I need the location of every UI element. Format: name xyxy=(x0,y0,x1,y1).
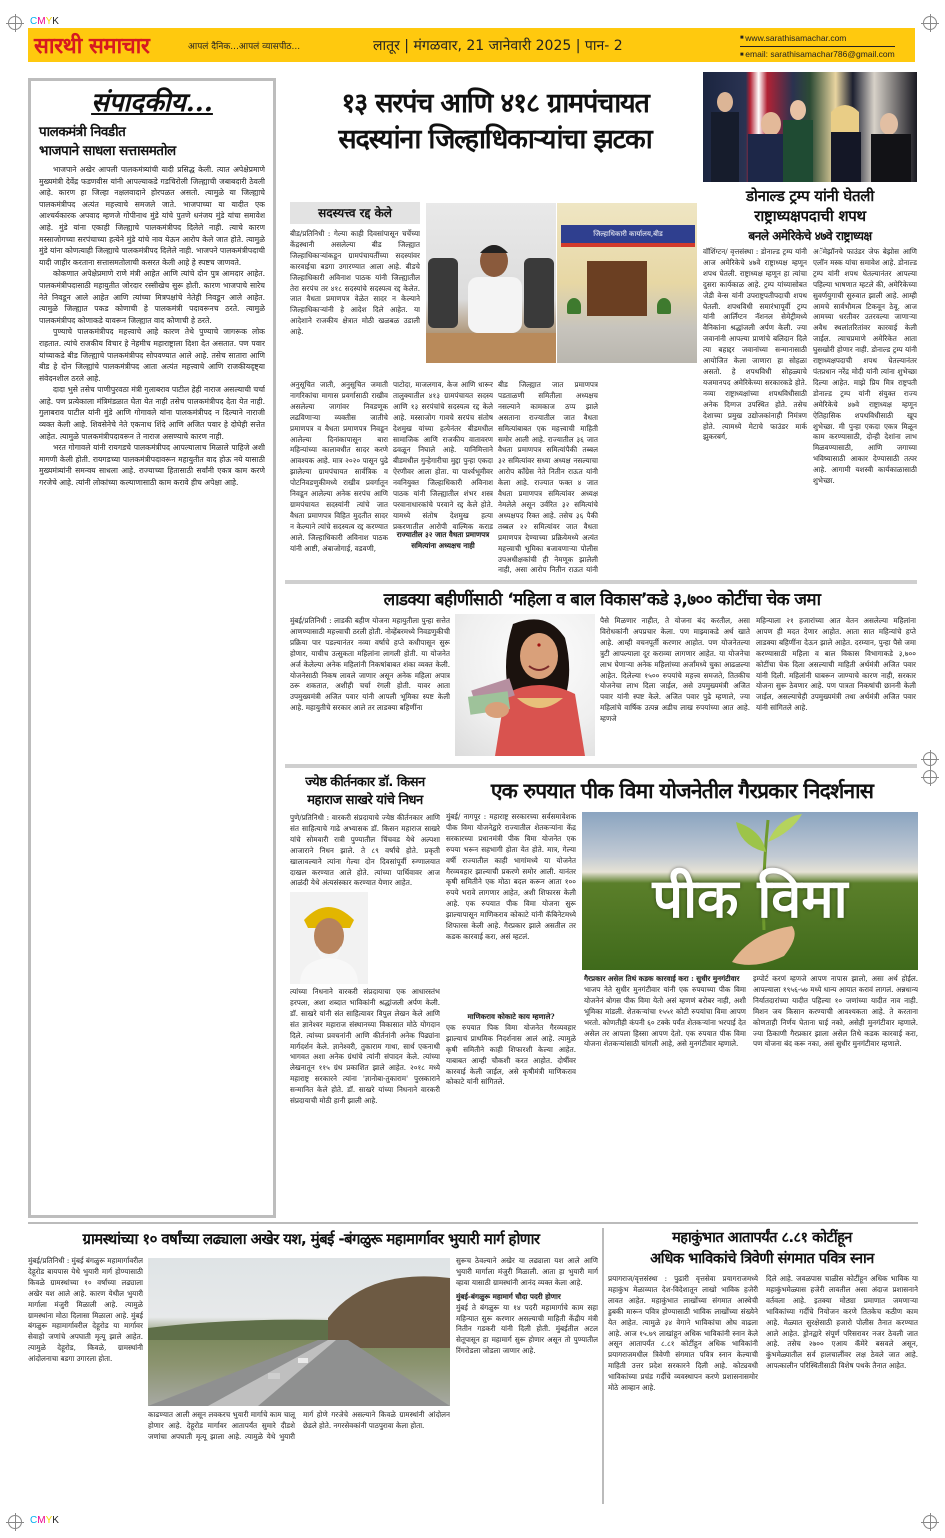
lead-headline: १३ सरपंच आणि ४१८ ग्रामपंचायत सदस्यांना जिल्हाधिकाऱ्यांचा झटका xyxy=(338,88,652,155)
crop-insurance-subhead: माणिकराव कोकाटे काय म्हणाले? xyxy=(467,1012,555,1021)
woman-illustration xyxy=(455,614,595,756)
registration-mark-icon xyxy=(923,16,937,30)
kumbh-headline: महाकुंभात आतापर्यंत ८.८१ कोटींहून अधिक भाविकांचे त्रिवेणी संगमात पवित्र स्नान xyxy=(650,1230,874,1267)
collector-office-photo xyxy=(557,203,697,363)
kumbh-column-1: प्रयागराज/वृत्तसंस्था : पुढारी वृत्तसेवा प्रयागराजमध्ये महाकुंभ मेळाव्यात देश-विदेशातून लाखो भाविक हजेरी लावत आहेत. महाकुंभात लाखोंच्या संगमात आस्थेची डुबकी मारून पवित्र होण्यासाठी भाविक लाखोंच्या संख्येने येत आहेत. त्यामुळे ३४ वेगाने भाविकांचा ओघ वाढला आहे. आज १५.७९ लाखांहून अधिक भाविकांनी स्नान केले असून आतापर्यंत ८.८१ कोटींहून अधिक भाविकांनी प्रयागराजमधील त्रिवेणी संगमात पवित्र स्नान केल्याची माहिती उत्तर प्रदेश सरकारने दिली आहे. कोट्यवधी भाविकांच्या प्रचंड गर्दीचे व्यवस्थापन करणे प्रशासनासमोर मोठे आव्हान आहे. xyxy=(608,1274,758,1393)
trump-column-1: वॉशिंग्टन/ वृत्तसंस्था : डोनाल्ड ट्रम्प यांनी आज अमेरिकेचे ४७वे राष्ट्राध्यक्ष म्हणून शपथ घेतली. राष्ट्राध्यक्ष म्हणून हा त्यांचा दुसरा कार्यकाळ आहे. ट्रम्प यांच्यासोबत जेडी वेन्स यांनी उपराष्ट्रपतीपदाची शपथ घेतली. शपथविधी समारंभापूर्वी ट्रम्प यांनी आर्लिंग्टन नॅशनल सेमेट्रीमध्ये वैनिकांना श्रद्धांजली अर्पण केली. ज्या जवानांनी आपल्या प्राणांचे बलिदान दिले त्या बहाद्दर जवानांच्या सन्मानासाठी आयोजित केला जाणारा हा सोहळा असतो. हे शपथविधी सोहळ्याचे यजमानपद अमेरिकेच्या सरकारकडे होते. नव्या राष्ट्राध्यक्षांच्या शपथविधीसाठी अनेक दिग्गज उपस्थित होते. तसेच देशाच्या प्रमुख उद्योजकांनाही निमंत्रण होते. त्यामध्ये मेटाचे फाउंडर मार्क झुकरबर्ग, xyxy=(703,247,807,442)
woman-with-cash-photo xyxy=(455,614,595,756)
crop-insurance-column-2: भाजप नेते सुधीर मुनगंटीवार यांनी एक रुपयाच्या पीक विमा योजनेनं बोगस पीक विमा येतो असं म्हणणं बरोबर नाही, अशी भूमिका मांडली. शेतकऱ्यांचा १५५१ कोटी रुपयांचा विमा आपण भरतो. कोणतीही कंपनी ६० टक्के पर्यंत शेतकऱ्यांना भरपाई देत असेल तर आपला हिस्सा आपण देतो. एक रुपयात पीक विमा योजना शेतकऱ्यांसाठी चांगली आहे, असे मुनगंटीवार म्हणाले. xyxy=(584,984,746,1049)
crop-insurance-middle-column xyxy=(584,974,746,1218)
crop-insurance-column-1b: एक रुपयात पिक विमा योजनेत गैरव्यवहार झाल्याचं प्राथमिक निदर्शनास आलं आहे. त्यामुळे कृषी समितीने काही शिफारशी केल्या आहेत. याबाबत आम्ही चौकशी करत आहोत. दोषींवर कारवाई केली जाईल, असे कृषीमंत्री माणिकराव कोकाटे यांनी सांगितले. xyxy=(446,1022,576,1087)
column-divider xyxy=(602,1228,604,1504)
crop-insurance-column-1: मुंबई/ नागपूर : महाराष्ट्र सरकारच्या सर्वसमावेशक पीक विमा योजनेद्वारे राज्यातील शेतकऱ्यांना केंद्र सरकारच्या प्रधानमंत्री पीक विमा योजनेत एक रुपया भरून सहभागी होता येत होते. मात्र, गेल्या वर्षी राज्यातील काही भागांमध्ये या योजनेत गैरव्यवहार झाल्याची प्रकरणे समोर आली. यानंतर कृषी समितीने एक मोठा बदल करून आता १०० रुपये भरावे लागणार आहेत, अशी शिफारस केली आहे. एक रुपयात पीक विमा योजना सुरू झाल्यापासून माणिकराव कोकाटे यांनी कॅबिनेटमध्ये शिफारस केली आहे. गैरप्रकार झाले असतील तर कडक कारवाई करा, असं म्हटलं. xyxy=(446,812,576,941)
collector-illustration xyxy=(426,203,556,363)
registration-mark-icon xyxy=(8,1515,22,1529)
lead-column-1: बीड/प्रतिनिधी : गेल्या काही दिवसांपासून चर्चेच्या केंद्रस्थानी असलेल्या बीड जिल्ह्यात जिल्हाधिकाऱ्यांकडून ग्रामपंचायतींच्या सदस्यांवर कारवाईचा बडगा उगारण्यात आला आहे. बीडचे जिल्हाधिकारी अविनाश पाठक यांनी जिल्ह्यातील तेरा सरपंच तर ४१८ सदस्यांचे सदस्यत्व रद्द केलेत. जात वैधता प्रमाणपत्र वेळेत सादर न केल्याने जिल्हाधिकाऱ्यांनी हे आदेश दिले आहेत. या आदेशाने राजकीय क्षेत्रात मोठी खळबळ उडाली आहे. xyxy=(290,229,420,337)
office-signboard: जिल्हाधिकारी कार्यालय,बीड xyxy=(561,225,695,243)
section-divider xyxy=(285,764,917,768)
highway-column-1: मुंबई/प्रतिनिधी : मुंबई बंगळुरू महामार्गावरील देहूरोड बायपास येथे भुयारी मार्ग होण्यासाठी किवळे ग्रामस्थांच्या १० वर्षांच्या लढ्याला अखेर यश आले आहे. कारण येथील भुयारी मार्गाला मंजुरी मिळाली आहे. त्यामुळे ग्रामस्थांना मोठा दिलासा मिळाला आहे. मुंबई बंगळुरू महामार्गावरील देहूरोड या मार्गावर सेवाहो जणांचे अपघाती मृत्यू झाले आहेत. त्यामुळे देहूरोड, किवळे, ग्रामस्थांनी आंदोलनाचा बडगा उगारला होता. xyxy=(28,1256,143,1364)
crop-insurance-caption-head: गैरप्रकार असेल तिथं कडक कारवाई करा : सुधीर मुनगंटीवार xyxy=(584,974,740,983)
lead-column-3: पाटोदा, माजलगाव, केज आणि धारूर तालुक्यातील ४१३ ग्रामपंचायत सदस्य आणि १३ सरपंचांचे सदस्यत्व रद्द केले आहे. मस्साजोग गावचे सरपंच संतोष देशमुख यांच्या हत्येनंतर बीडमधील सामाजिक आणि राजकीय वातावरण ढवळून निघाले आहे. यानिमित्ताने बीडमधील गुन्हेगारीचा मुद्दा पुन्हा एकदा ऐरणीवर आला होता. या पार्श्वभूमीवर नवनियुक्त जिल्हाधिकारी अविनाश पाठक यांनी जिल्ह्यातील शंभर शस्त्र परवानाधारकांचे परवाने रद्द केले होते. यामध्ये संतोष देशमुख हत्या प्रकरणातील आरोपी वाल्मिक कराड xyxy=(393,380,493,530)
trump-story xyxy=(703,186,917,574)
ladki-bahin-column-1: मुंबई/प्रतिनिधी : लाडकी बहीण योजना महायुतीला पुन्हा सत्तेत आणण्यासाठी महत्त्वाची ठरली होती. नोव्हेंबरमध्ये निवडणुकीची प्रक्रिया पार पडल्यानंतर नव्या वर्षाचे हप्ते कधीपासून सुरू होणार, याचीच उत्सुकता महिलांना लागली होती. या योजनेत अर्ज केलेल्या अनेक महिलांनी निकषांबाबत शंका व्यक्त केली. योजनेसाठी निकष लावले जाणार असून अनेक महिला अपात्र ठरू शकतात, अशीही चर्चा रंगली होती. यावर आता उपमुख्यमंत्री अजित पवार यांनी आपली भूमिका स्पष्ट केली आहे. महायुतीचे सरकार आले तर लाडक्या बहिणींना xyxy=(290,616,450,713)
highway-headline: ग्रामस्थांच्या १० वर्षांच्या लढ्याला अखेर यश, मुंबई -बंगळुरू महामार्गावर भुयारी मार्ग होणार xyxy=(82,1230,540,1248)
editorial-headline: पालकमंत्री निवडीत भाजपाने साधला सत्तासमतोल xyxy=(39,124,176,159)
editorial-box xyxy=(28,78,276,1218)
lead-column-4b xyxy=(603,380,693,576)
website-link[interactable]: ■ www.sarathisamachar.com xyxy=(740,32,895,47)
ladki-bahin-headline: लाडक्या बहीणींसाठी ‘महिला व बाल विकास’कडे ३,७०० कोटींचा चेक जमा xyxy=(383,590,821,610)
ladki-bahin-column-2: पैसे मिळणार नाहीत, ते योजना बंद करतील, असा विरोधकांनी अपप्रचार केला. पण माझ्याकडे अर्थ खाते आहे. आम्ही वचनपूर्ती करणार आहोत. पण योजनेतल्या त्रुटी आपल्याला दूर कराव्या लागणार आहेत. या योजनेचा लाभ घेणाऱ्या अनेक महिलांच्या अर्जांमध्ये चुका आढळल्या आहेत. दिलेल्या १५०० रुपयांचे महत्त्व समजते, तितकीच योजनेचा लाभ दिला जाईल, असे उपमुख्यमंत्री अजित पवार यांनी स्पष्ट केले. अजित पवार पुढे म्हणाले, ज्या महिलांचे वार्षिक उत्पन्न अडीच लाख रुपयांच्या आत आहे. म्हणजे xyxy=(600,616,750,724)
section-divider xyxy=(28,1222,918,1224)
lead-column-2: अनुसूचित जाती, अनुसूचित जमाती नागरिकांचा मागास प्रवर्गासाठी राखीव असलेल्या जागांवर निवडणूक लढविणाऱ्या व्यक्तीस जातीचे प्रमाणपत्र व वैधता प्रमाणपत्र निवडून आलेल्या दिनांकापासून बारा महिन्यांच्या कालावधीत सादर करणे आवश्यक आहे. मात्र २०२० पासून पुढे झालेल्या ग्रामपंचायत सार्वत्रिक व पोटनिवडणुकीमध्ये राखीव प्रवर्गातून निवडून आलेल्या अनेक सरपंच आणि ग्रामपंचायत सदस्यांनी त्यांचे जात वैधता प्रमाणपत्र विहित मुदतीत सादर न केल्याने त्यांचे सदस्यत्व रद्द करण्यात आले. जिल्हाधिकारी अविनाश पाठक यांनी आष्टी, अंबाजोगाई, वडवणी, xyxy=(290,380,388,553)
editorial-section-title: संपादकीय... xyxy=(91,88,213,118)
highway-column-3: सुरूच ठेवल्याने अखेर या लढ्याला यश आले आणि भुयारी मार्गाला मंजुरी मिळाली. आता हा भुयारी मार्ग व्हावा यासाठी ग्रामस्थांनी आनंद व्यक्त केला आहे. xyxy=(456,1256,598,1287)
highway-illustration xyxy=(148,1258,450,1406)
lead-column-3-subhead: राज्यातील ३२ जात वैधता प्रमाणपत्र समित्यांना अध्यक्षच नाही xyxy=(396,530,490,550)
ladki-bahin-column-3: महिन्याला २१ हजारांच्या आत वेतन असलेल्या महिलांना आपण ही मदत देणार आहोत. आता सात महिन्यांचे हप्ते लाडक्या बहिणींना देऊन झाले आहेत. दरम्यान, पुन्हा पैसे जमा करण्यासाठी महिला व बाल विकास विभागाकडे ३,७०० कोटींचा चेक दिला असल्याची माहिती अर्थमंत्री अजित पवार यांनी दिली. महिलांनी घाबरून जाण्याचे कारण नाही, सरकार योजना सुरू ठेवणार आहे. पण पात्रता निकषांची छाननी केली जाईल, असल्याचेही उपमुख्यमंत्री तथा अर्थमंत्री अजित पवार यांनी सांगितले आहे. xyxy=(756,616,916,713)
section-divider xyxy=(285,580,917,584)
highway-subhead: मुंबई-बंगळुरू महामार्ग चौदा पदरी होणार xyxy=(456,1291,561,1301)
collector-meeting-photo xyxy=(426,203,556,363)
kumbh-column-2: दिले आहे. जवळपास चाळीस कोटींहून अधिक भाविक या महाकुंभमेळ्यास हजेरी लावतील असा अंदाज प्रशासनाने वर्तवला आहे. इतक्या मोठ्या प्रमाणात जमणाऱ्या भाविकांच्या गर्दीचे नियोजन करणे तितकेच कठीण काम आहे. मेळ्यात सुरक्षेसाठी हजारो पोलीस तैनात करण्यात आले आहेत. ड्रोनद्वारे संपूर्ण परिसरावर नजर ठेवली जात आहे. तसेच २७०० एआय कॅमेरे बसवले असून, कुंभमेळ्यातील सर्व हालचालींवर लक्ष ठेवले जात आहे. आपत्कालीन परिस्थितीसाठी विशेष पथके तैनात आहेत. xyxy=(766,1274,918,1371)
crop-field-photo xyxy=(582,812,918,970)
kirtankar-column-2: त्यांच्या निधनाने वारकरी संप्रदायाचा एक आधारस्तंभ हरपला, अशा शब्दात भाविकांनी श्रद्धांजली अर्पण केली. डॉ. साखरे यांनी संत साहित्यावर विपुल लेखन केले आणि संत ज्ञानेश्वर महाराज संस्थानच्या विकासात मोठे योगदान दिले. त्यांच्या प्रवचनांनी आणि कीर्तनांनी अनेक पिढ्यांना मार्गदर्शन केले. ज्ञानेश्वरी, तुकाराम गाथा, सार्थ एकनाथी भागवत अशा अनेक ग्रंथांचे त्यांनी संपादन केले. त्यांच्या लेखनातून ११५ ग्रंथ प्रकाशित झाले आहेत. २०१८ मध्ये महाराष्ट्र सरकारने त्यांना 'ज्ञानोबा-तुकाराम' पुरस्काराने सन्मानित केले होते. डॉ. साखरे यांच्या निधनाने वारकरी संप्रदायाची मोठी हानी झाली आहे. xyxy=(290,987,440,1106)
tagline: आपलं दैनिक...आपलं व्यासपीठ... xyxy=(188,42,301,52)
lead-left-block xyxy=(290,162,420,378)
masthead xyxy=(28,28,915,62)
trump-headline: डोनाल्ड ट्रम्प यांनी घेतली राष्ट्राध्यक्षपदाची शपथ xyxy=(746,187,874,225)
trump-oath-photo xyxy=(703,72,917,182)
contact-links xyxy=(740,32,895,62)
crop-insurance-headline: एक रुपयात पीक विमा योजनेतील गैरप्रकार निदर्शनास xyxy=(490,779,874,803)
registration-mark-icon xyxy=(923,1515,937,1529)
photo-overlay-text: पीक विमा xyxy=(652,867,848,930)
cmyk-label: CMYK xyxy=(30,1515,59,1526)
newspaper-logo: सारथी समाचार xyxy=(34,34,150,59)
lead-column-4: बीड जिल्ह्यात जात प्रमाणपत्र पडताळणी समितीला अध्यक्षच नसल्याने कामकाज ठप्प झाले असताना राज्यातील जात वैधता समित्यांबाबत एक महत्त्वाची माहिती समोर आली आहे. राज्यातील ३६ जात वैधता प्रमाणपत्र समित्यांपैकी तब्बल ३२ समित्यांवर सध्या अध्यक्ष नसल्याचा आरोप काँग्रेस नेते नितीन राऊत यांनी केला आहे. राज्यात फक्त ४ जात वैधता प्रमाणपत्र समित्यांवर अध्यक्ष नेमलेले असून उर्वरित ३२ समित्यांचे अध्यक्षपद रिक्त आहे. तसेच ३६ पैकी तब्बल २२ समित्यांवर जात वैधता प्रमाणपत्र देण्याच्या प्रक्रियेमध्ये अत्यंत महत्त्वाची भूमिका बजावणाऱ्या पोलीस उपअधीक्षकांची ही नेमणूक झालेली नाही, असा आरोप नितीन राऊत यांनी xyxy=(498,380,598,575)
email-link[interactable]: ■ email: sarathisamachar786@gmail.com xyxy=(740,48,895,61)
highway-column-3b: मुंबई ते बंगळुरू या १४ पदरी महामार्गाचे काम सहा महिन्यात सुरू करणार असल्याची माहिती केंद्रीय मंत्री नितीन गडकरी यांनी दिली होती. मुंबईतील अटल सेतूपासून हा महामार्ग सुरू होणार असून तो पुण्यातील रिंगरोडला जोडला जाणार आहे. xyxy=(456,1302,598,1356)
kirtankar-story xyxy=(290,774,440,1218)
registration-mark-icon xyxy=(8,16,22,30)
people-illustration xyxy=(703,72,917,182)
highway-column-2: काढण्यात आली असून लवकरच भुयारी मार्गाचे काम चालू होणार आहे. देहूरोड मार्गावर आतापर्यंत सुमारे दीडशे जणांचा अपघाती मृत्यू झाला आहे. त्यामुळे येथे भुयारी मार्ग होणे गरजेचे असल्याने किवळे ग्रामस्थांनी आंदोलन छेडले होते. नगरसेवकांनी पाठपुरावा केला होता. xyxy=(148,1410,450,1441)
kirtankar-headline: ज्येष्ठ कीर्तनकार डॉ. किसन महाराज साखरे यांचे निधन xyxy=(305,775,425,808)
cmyk-label: CMYK xyxy=(30,16,59,27)
kirtankar-portrait xyxy=(290,892,368,984)
trump-subhead: बनले अमेरिकेचे ४७वे राष्ट्राध्यक्ष xyxy=(748,229,872,243)
lead-column-3-wrap xyxy=(393,380,493,576)
registration-mark-icon xyxy=(923,770,937,784)
crop-insurance-column-3: इम्पोर्ट करणं म्हणजे आपण नापास झालो, असा अर्थ होईल. आपल्याला १९५६-५७ मध्ये धान्य आयात करावं लागलं. अन्नधान्य निर्यातदारांच्या यादीत पहिल्या १० जणांच्या यादीत नाव नाही. मिशन जय किसान करण्याची आवश्यकता आहे. ते करताना कोणताही निर्णय घेताना घाई नको, असेही मुनगंटीवार म्हणाले. ज्या ठिकाणी गैरप्रकार झाला असेल तिथे कडक कारवाई करा, पण योजना बंद करू नका, असं सुधीर मुनगंटीवार म्हणाले. xyxy=(753,974,918,1049)
editorial-body: भाजपाने अखेर आपली पालकमंत्र्यांची यादी प्रसिद्ध केली. त्यात अपेक्षेप्रमाणे मुख्यमंत्री देवेंद्र फडणवीस यांनी आपल्याकडे गडचिरोली जिल्ह्याची जबाबदारी ठेवली आहे. कारण हा जिल्हा नक्षलवादाने होरपळत असतो. त्यामुळे या जिल्ह्याचे पालकमंत्रीपद अत्यंत महत्त्वाचे समजले जाते. भाजपाच्या या यादीत एक आश्चर्यकारक अपवाद म्हणजे गोपीनाथ मुंडे यांचे पुतणे धनंजय मुंडे यांचा समावेश आहे. मुंडे यांना एकाही जिल्ह्याचे पालकमंत्रीपद दिलेले नाही. त्याचे कारण मस्साजोगच्या सरपंचाच्या हत्येने मुंडे यांचे नाव येऊन आरोप केले जात होते. त्यामुळे मुंडे यांना कोणत्याही जिल्ह्याचे पालकमंत्रीपद दिलेले नाही. भाजपने पालकमंत्रीपदाची यादी जाहीर करताना सत्तासमतोलाची कसरत केली आहे हे स्पष्टच जाणवते. कोकणात अपेक्षेप्रमाणे राणे मंत्री आहेत आणि त्यांचे दोन पुत्र आमदार आहेत. पालकमंत्रीपदासाठी महायुतीत जोरदार रस्सीखेच सुरू होती. कारण भाजपाचे सारेच नेते निवडून आले आहेत आणि त्यांच्या मित्रपक्षांचे नेतेही निवडून आले आहेत. त्यामुळे जिल्ह्यात पकड कोणाची हे पालकमंत्री पदावरूनच ठरते. त्यामुळे पालकमंत्रीपद कोणाकडे यावरून जिल्ह्यात वाद कोणाची हे ठरते. पुण्याचे पालकमंत्रीपद महत्त्वाचे आहे कारण तेथे पुण्याचे जागरूक लोक राहतात. त्यांचे राजकीय विचार हे नेहमीच महाराष्ट्राला दिशा देत असतात. पण पवार यांच्याकडे बीड जिल्ह्याचे पालकमंत्रीपद सोपवण्यात आले आहे. तसेच सातारा आणि बीड हे दोन जिल्ह्यांचे पालकमंत्रीपद आता अत्यंत महत्त्वाचे आणि राजकीयदृष्ट्या संवेदनशील ठरले आहे. दादा भुसे तसेच पाणीपुरवठा मंत्री गुलाबराव पाटील हेही नाराज असल्याची चर्चा आहे. पण प्रत्येकाला मंत्रिमंडळात घेता येत नाही तसेच पालकमंत्रीपद देता येत नाही. गुलाबराव पाटील यांनी मुंडे आणि गोगावले यांना पालकमंत्रीपद न दिल्याने नाराजी व्यक्त केली आहे. शिवसेनेचे नेते एकनाथ शिंदे आणि अजित पवार हे दोघेही सत्तेत आहेत. त्यामुळे पालकमंत्रीपदावरून ते नाराज असण्याचे कारण नाही. भरत गोगावले यांनी रायगडचे पालकमंत्रीपद आपल्यालाच मिळाले पाहिजे अशी मागणी केली होती. रायगडच्या पालकमंत्रीपदावरून महायुतीत वाद होऊ नये यासाठी मुख्यमंत्र्यांनी समन्वय साधला आहे. राज्याच्या हितासाठी सर्वांनी एकत्र काम करणे गरजेचे आहे. त्यांनी लोकांच्या कल्याणासाठी काम करावे हीच अपेक्षा आहे. xyxy=(39,165,265,488)
registration-mark-icon xyxy=(923,752,937,766)
crop-insurance-left-column xyxy=(446,812,576,1218)
dateline: लातूर | मंगळवार, 21 जानेवारी 2025 | पान- 2 xyxy=(373,38,623,54)
lead-lower-columns xyxy=(290,380,698,576)
lead-kicker: सदस्यत्त्व रद्द केले xyxy=(290,202,420,224)
portrait-illustration xyxy=(290,892,368,984)
highway-photo xyxy=(148,1258,450,1406)
highway-column-3-wrap xyxy=(456,1256,598,1502)
trump-column-2: अॅमेझॉनचे फाउंडर जेफ बेझोस आणि एलॉन मस्क यांचा समावेश आहे. डोनाल्ड ट्रम्प यांनी शपथ घेतल्यानंतर आपल्या पहिल्या भाषणात म्हटले की, अमेरिकेच्या सुवर्णयुगाची सुरुवात झाली आहे. आम्ही आमचे सार्वभौमत्व टिकवून ठेवू. आज आमच्या धरतीवर उतरवल्या जाणाऱ्या अवैध स्थलांतरितांवर कारवाई केली जाईल. त्याचप्रमाणे अमेरिकेत आता घुसखोरी होणार नाही. डोनाल्ड ट्रम्प यांनी राष्ट्राध्यक्षपदाची शपथ घेतल्यानंतर पंतप्रधान नरेंद्र मोदी यांनी त्यांना शुभेच्छा दिल्या आहेत. माझे प्रिय मित्र राष्ट्रपती डोनाल्ड ट्रम्प यांनी संयुक्त राज्य अमेरिकेचे ४७वे राष्ट्राध्यक्ष म्हणून ऐतिहासिक शपथविधीसाठी खूप शुभेच्छा. मी पुन्हा एकदा एकत्र मिळून काम करण्यासाठी, दोन्ही देशांना लाभ मिळवण्यासाठी, आणि जगाच्या भविष्यासाठी आकार देण्यासाठी तत्पर आहे. आगामी यशस्वी कार्यकाळासाठी शुभेच्छा. xyxy=(813,247,917,486)
kirtankar-column-1: पुणे/प्रतिनिधी : वारकरी संप्रदायाचे ज्येष्ठ कीर्तनकार आणि संत साहित्याचे गाढे अभ्यासक डॉ. किसन महाराज साखरे यांचे सोमवारी रात्री पुण्यातील चिंचवड येथे अल्पशा आजाराने निधन झाले. ते ८९ वर्षांचे होते. प्रकृती खालावल्याने त्यांना गेल्या दोन दिवसांपूर्वी रुग्णालयात दाखल करण्यात आले होते. त्यांच्या पार्थिवावर आज आळंदी येथे अंत्यसंस्कार करण्यात येणार आहेत. xyxy=(290,813,440,888)
